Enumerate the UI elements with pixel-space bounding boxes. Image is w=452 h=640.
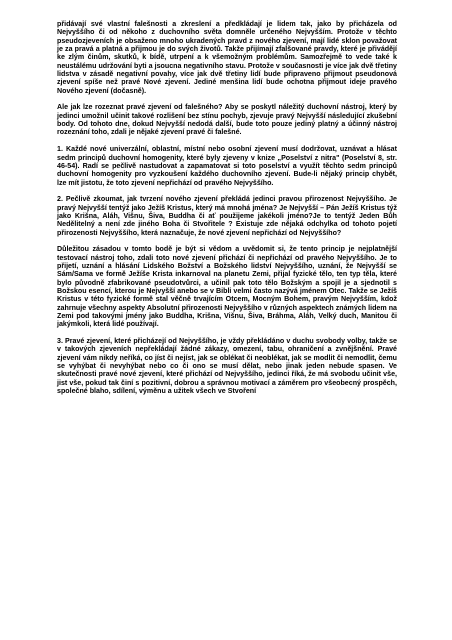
paragraph-pseudo-revelations: přidávají své vlastní falešnosti a zkreslení a předkládají je lidem tak, jako by přicházela od Nejvyššího či od někoho z duchovního světa domněle určeného Nejvyšším. Protože v těchto pseudozjeveních je obsaženo mnoho ukradených pravd z nového zjevení, mají lidé sklon považovat je za pravá a platná a přijmou je do svých životů. Takže přijímají zfalšované pravdy, které je přivádějí ke zlým činům, skutků, k bídě, utrpení a k všemožným problémům. Samozřejmě to vede také k neustálému udržování byti a jsoucna negativního stavu. Protože v současnosti je více jak dvě třetiny lidstva v zásadě negativní povahy, více jak dvě třetiny lidí bude připraveno přijmout pseudonová zjevení spíše než pravé Nové zjevení. Jediné menšina lidí bude ochotna přijmout ideje pravého Nového zjevení (dočasně).	[57, 20, 397, 95]
paragraph-point-2: 2. Pečlivě zkoumat, jak tvrzení nového zjevení překládá jedinci pravou přirozenost Nejvyššího. Je pravý Nejvyšší tentýž jako Ježíš Kristus, který má mnohá jména? Je Nejvyšší – Pán Ježíš Kristus týž jako Krišna, Aláh, Višnu, Šiva, Buddha či ať použijeme jakékoli jméno?Je to tentýž Jeden Bůh Nedělitelný a není zde jiného Boha či Stvořitele ? Existuje zde nějaká odchylka od tohoto pojetí přirozenosti Nejvyššího, která naznačuje, že nové zjevení nepřichází od Nejvyššího?	[57, 195, 397, 237]
paragraph-how-to-discern: Ale jak lze rozeznat pravé zjevení od falešného? Aby se poskytl náležitý duchovní nástroj, který by jedinci umožnil učinit takové rozlišení bez stínu pochyb, zjevuje pravý Nejvyšší následující zkušební body. Od tohoto dne, dokud Nejvyšší nedodá další, bude toto pouze jediný platný a účinný nástroj rozeznání toho, zdali je nějaké zjevení pravé či falešné.	[57, 103, 397, 137]
paragraph-key-principle: Důležitou zásadou v tomto bodě je být si vědom a uvědomit si, že tento princip je nejplatnější testovací nástroj toho, zdali toto nové zjevení přichází či nepřichází od pravého Nejvyššího. Je to přijetí, uznání a hlásání Lidského Božství a Božského lidství Nejvyššího, uznání, že Nejvyšší se Sám/Sama ve formě Ježíše Krista inkarnoval na planetu Zemi, přijal fyzické tělo, ten typ těla, které bylo původně zfabrikované pseudotvůrci, a učinil pak toto tělo Božským a spojil je a sjednotil s Božskou esencí, kterou je Nejvyšší anebo se v Bibli velmi často nazývá jménem Otec. Takže se Ježíš Kristus v této fyzické formě stal věčně trvajícím Otcem, Mocným Bohem, pravým Nejvyšším, kdož zahrnuje všechny aspekty Absolutní přirozenosti Nejvyššího v různých aspektech známých lidem na Zemi pod takovými jmény jako Buddha, Krišna, Višnu, Šiva, Bráhma, Aláh, Velký duch, Manitou či jakýmkoli, která lidé používají.	[57, 245, 397, 329]
document-page	[57, 20, 397, 404]
paragraph-point-3: 3. Pravé zjevení, které přicházejí od Nejvyššího, je vždy překládáno v duchu svobody volby, takže se v takových zjeveních nepřekládají žádné zákazy, omezení, tabu, ohraničení a zvnějšnění. Pravé zjevení vám nikdy neříká, co jíst či nejíst, jak se oblékat či neoblékat, jak se modlit či nemodlit, čemu se vyhýbat či nevyhýbat nebo co či ono se musí dělat, nebo jinak jeden nebude spasen. Ve skutečnosti pravé nové zjevení, které přichází od Nejvyššího, jedinci říká, že má svobodu učinit vše, jist vše, pokud tak činí s pozitivní, dobrou a správnou motivací a záměrem pro všeobecný prospěch, společné blaho, sdílení, výměnu a užitek všech ve Stvoření	[57, 337, 397, 396]
paragraph-point-1: 1. Každé nové univerzální, oblastní, místní nebo osobní zjevení musí dodržovat, uznávat a hlásat sedm principů duchovní homogenity, které byly zjeveny v knize „Poselství z nitra" (Poselství 8, str. 46-54). Radí se pečlivě nastudovat a zapamatovat si toto poselství a využít těchto sedm principů duchovní homogenity pro vyzkoušení každého duchovního zjevení. Bude-li nějaký princip chybět, lze mít jistotu, že toto zjevení nepřichází od pravého Nejvyššího.	[57, 145, 397, 187]
